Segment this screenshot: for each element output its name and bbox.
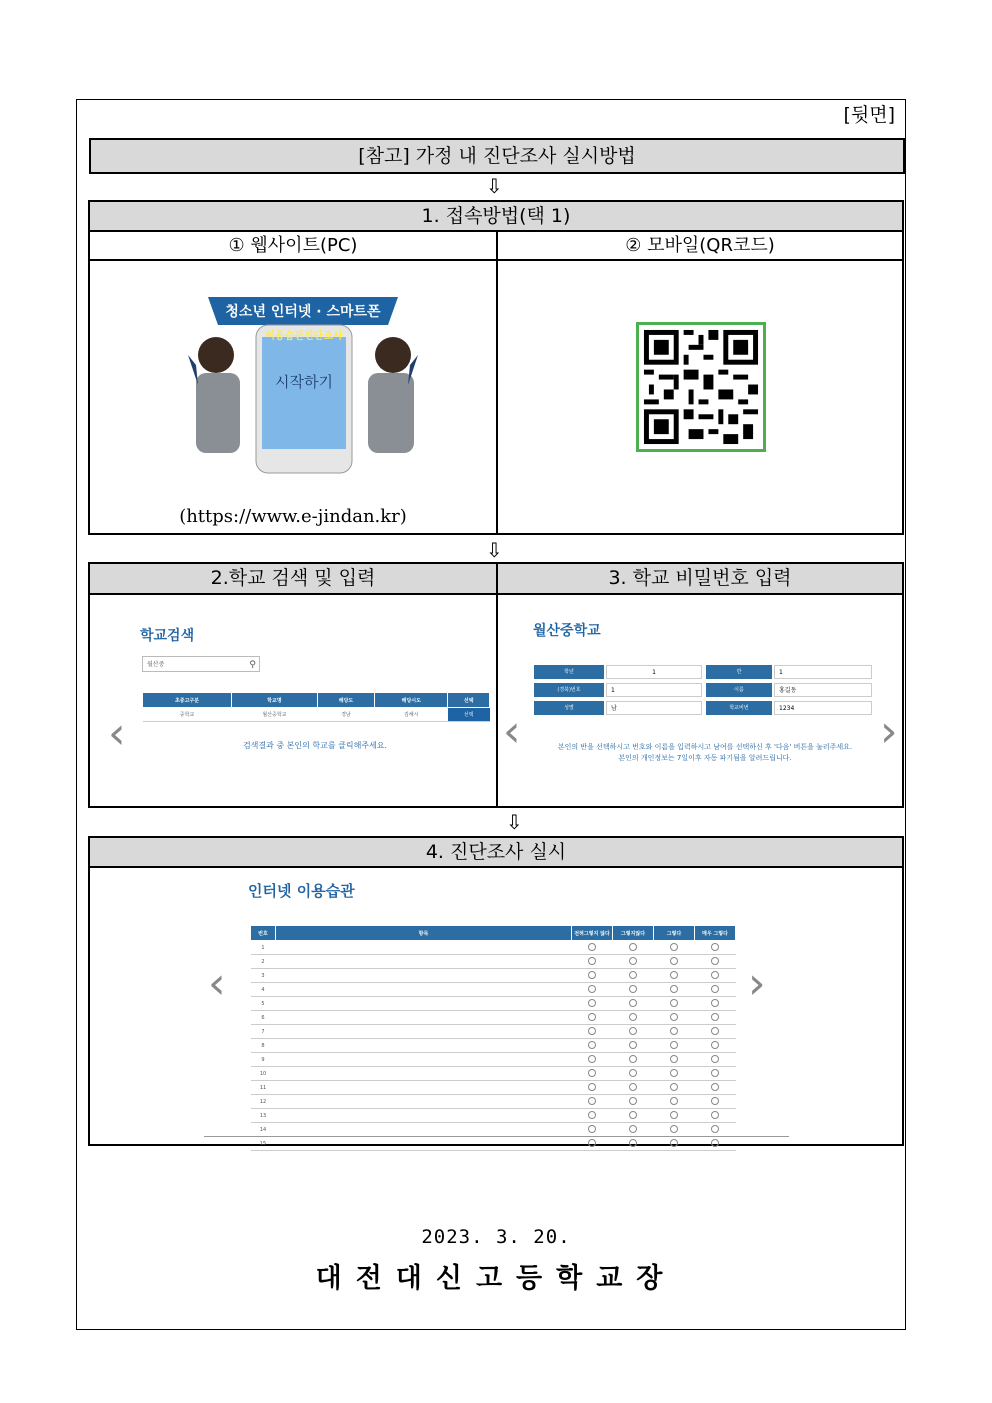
answer-radio-cell <box>654 1095 695 1109</box>
field-label: 이름 <box>706 683 772 697</box>
answer-radio[interactable] <box>588 1055 596 1063</box>
school-name-heading: 월산중학교 <box>533 623 601 639</box>
answer-radio-cell <box>572 955 613 969</box>
principal-signature: 대전대신고등학교장 <box>315 1263 677 1294</box>
section2-title: 2.학교 검색 및 입력 <box>88 562 498 595</box>
answer-radio-cell <box>654 1123 695 1137</box>
answer-radio[interactable] <box>711 1139 719 1147</box>
table-row <box>251 955 736 969</box>
school-result-table <box>142 692 490 722</box>
answer-radio-cell <box>654 997 695 1011</box>
answer-radio-cell <box>572 997 613 1011</box>
answer-radio[interactable] <box>670 999 678 1007</box>
chevron-right-icon[interactable]: › <box>748 958 766 1009</box>
answer-radio-cell <box>613 1123 654 1137</box>
answer-radio[interactable] <box>670 971 678 979</box>
survey-table <box>250 925 736 1151</box>
note-line: 본인의 반을 선택하시고 번호와 이름을 입력하시고 남여를 선택하신 후 '다음' 버튼을 눌러주세요. <box>557 743 853 751</box>
answer-radio[interactable] <box>629 1097 637 1105</box>
answer-radio-cell <box>654 1137 695 1151</box>
answer-radio-cell <box>695 1025 736 1039</box>
row-number: 14 <box>251 1123 276 1137</box>
row-number: 7 <box>251 1025 276 1039</box>
answer-radio-cell <box>572 1109 613 1123</box>
row-item <box>276 1095 572 1109</box>
answer-radio-cell <box>613 1081 654 1095</box>
section4-title: 4. 진단조사 실시 <box>88 836 904 868</box>
answer-radio[interactable] <box>588 1139 596 1147</box>
row-number: 2 <box>251 955 276 969</box>
table-row <box>251 983 736 997</box>
section3-title: 3. 학교 비밀번호 입력 <box>496 562 904 595</box>
row-number: 11 <box>251 1081 276 1095</box>
down-arrow-icon: ⇩ <box>506 810 523 834</box>
answer-radio[interactable] <box>670 957 678 965</box>
answer-radio[interactable] <box>711 1125 719 1133</box>
answer-radio[interactable] <box>629 1055 637 1063</box>
section1-col-mobile: ② 모바일(QR코드) <box>496 230 904 261</box>
answer-radio[interactable] <box>711 1013 719 1021</box>
answer-radio-cell <box>613 941 654 955</box>
search-icon[interactable]: ⚲ <box>249 660 256 670</box>
answer-radio[interactable] <box>588 1111 596 1119</box>
answer-radio[interactable] <box>629 971 637 979</box>
answer-radio-cell <box>572 1081 613 1095</box>
answer-radio-cell <box>572 941 613 955</box>
answer-radio[interactable] <box>629 1013 637 1021</box>
table-header-row <box>143 693 490 708</box>
answer-radio-cell <box>695 983 736 997</box>
table-header: 항목 <box>276 926 572 941</box>
answer-radio[interactable] <box>629 1041 637 1049</box>
grade-select[interactable]: 1 <box>606 665 702 679</box>
field-label: 학년 <box>534 665 604 679</box>
answer-radio[interactable] <box>711 1055 719 1063</box>
table-row <box>251 1039 736 1053</box>
banner-line2: 이용습관진단조사 <box>265 331 343 342</box>
page-title: [참고] 가정 내 진단조사 실시방법 <box>89 138 905 174</box>
table-row <box>251 1109 736 1123</box>
answer-radio[interactable] <box>711 1041 719 1049</box>
answer-radio-cell <box>695 1137 736 1151</box>
answer-radio-cell <box>695 955 736 969</box>
answer-radio[interactable] <box>711 999 719 1007</box>
answer-radio[interactable] <box>588 1125 596 1133</box>
answer-radio[interactable] <box>670 985 678 993</box>
answer-radio[interactable] <box>588 1027 596 1035</box>
school-password-input[interactable]: 1234 <box>774 701 872 715</box>
row-number: 3 <box>251 969 276 983</box>
answer-radio-cell <box>572 969 613 983</box>
answer-radio[interactable] <box>629 999 637 1007</box>
table-row[interactable] <box>143 708 490 722</box>
answer-radio-cell <box>613 1109 654 1123</box>
table-header: 선택 <box>448 693 490 708</box>
answer-radio[interactable] <box>711 957 719 965</box>
answer-radio[interactable] <box>711 943 719 951</box>
down-arrow-icon: ⇩ <box>486 174 503 198</box>
answer-radio[interactable] <box>670 1097 678 1105</box>
down-arrow-icon: ⇩ <box>486 538 503 562</box>
answer-radio-cell <box>613 1053 654 1067</box>
row-number: 8 <box>251 1039 276 1053</box>
answer-radio-cell <box>613 983 654 997</box>
answer-radio[interactable] <box>670 1111 678 1119</box>
answer-radio[interactable] <box>670 1139 678 1147</box>
banner-start: 시작하기 <box>275 373 333 391</box>
chevron-left-icon[interactable]: ‹ <box>208 958 226 1009</box>
field-label: 성별 <box>534 701 604 715</box>
table-row <box>251 941 736 955</box>
answer-radio-cell <box>695 1053 736 1067</box>
answer-radio-cell <box>572 983 613 997</box>
row-number: 6 <box>251 1011 276 1025</box>
answer-radio-cell <box>695 1095 736 1109</box>
gender-select[interactable]: 남 <box>606 701 702 715</box>
answer-radio[interactable] <box>629 1069 637 1077</box>
row-item <box>276 1067 572 1081</box>
chevron-right-icon[interactable]: › <box>880 706 898 757</box>
answer-radio-cell <box>613 1137 654 1151</box>
answer-radio[interactable] <box>670 1055 678 1063</box>
student-info-note <box>520 742 890 764</box>
answer-radio-cell <box>654 1053 695 1067</box>
row-item <box>276 941 572 955</box>
answer-radio[interactable] <box>629 1139 637 1147</box>
answer-radio[interactable] <box>711 1069 719 1077</box>
answer-radio[interactable] <box>629 985 637 993</box>
chevron-left-icon[interactable]: ‹ <box>108 708 126 759</box>
select-button[interactable]: 선택 <box>448 708 490 722</box>
answer-radio[interactable] <box>670 1069 678 1077</box>
internet-habit-heading: 인터넷 이용습관 <box>248 882 355 900</box>
row-number: 12 <box>251 1095 276 1109</box>
survey-rows <box>251 941 736 1151</box>
answer-radio[interactable] <box>588 1097 596 1105</box>
answer-radio-cell <box>613 1095 654 1109</box>
row-item <box>276 1123 572 1137</box>
qr-code-graphic <box>639 325 763 449</box>
answer-radio[interactable] <box>629 957 637 965</box>
answer-radio[interactable] <box>629 943 637 951</box>
row-number: 9 <box>251 1053 276 1067</box>
school-search-heading: 학교검색 <box>140 628 195 644</box>
answer-radio-cell <box>695 1123 736 1137</box>
answer-radio[interactable] <box>588 1083 596 1091</box>
answer-radio[interactable] <box>711 1083 719 1091</box>
answer-radio[interactable] <box>588 1069 596 1077</box>
answer-radio[interactable] <box>711 1027 719 1035</box>
answer-radio-cell <box>695 1109 736 1123</box>
section1-col-website: ① 웹사이트(PC) <box>88 230 498 261</box>
answer-radio[interactable] <box>670 943 678 951</box>
answer-radio[interactable] <box>588 971 596 979</box>
table-header: 해당시도 <box>375 693 448 708</box>
answer-radio[interactable] <box>711 1111 719 1119</box>
back-side-label: [뒷면] <box>843 104 895 126</box>
answer-radio[interactable] <box>670 1013 678 1021</box>
row-item <box>276 1053 572 1067</box>
answer-radio[interactable] <box>670 1083 678 1091</box>
answer-radio-cell <box>572 1011 613 1025</box>
table-header: 그렇다 <box>654 926 695 941</box>
table-row <box>251 1137 736 1151</box>
answer-radio[interactable] <box>588 1041 596 1049</box>
answer-radio-cell <box>572 1053 613 1067</box>
row-item <box>276 1109 572 1123</box>
answer-radio[interactable] <box>588 1013 596 1021</box>
field-label: 학교비번 <box>706 701 772 715</box>
section1-title: 1. 접속방법(택 1) <box>88 200 904 232</box>
answer-radio[interactable] <box>711 971 719 979</box>
row-item <box>276 1081 572 1095</box>
table-row <box>251 969 736 983</box>
answer-radio-cell <box>613 997 654 1011</box>
answer-radio-cell <box>654 1025 695 1039</box>
answer-radio-cell <box>613 1011 654 1025</box>
answer-radio-cell <box>572 1025 613 1039</box>
answer-radio-cell <box>654 1039 695 1053</box>
answer-radio-cell <box>572 1123 613 1137</box>
answer-radio-cell <box>695 969 736 983</box>
answer-radio-cell <box>654 941 695 955</box>
divider <box>204 1136 789 1137</box>
answer-radio[interactable] <box>629 1083 637 1091</box>
answer-radio-cell <box>695 997 736 1011</box>
answer-radio-cell <box>695 1011 736 1025</box>
chevron-left-icon[interactable]: ‹ <box>503 706 521 757</box>
answer-radio-cell <box>695 941 736 955</box>
answer-radio-cell <box>695 1067 736 1081</box>
answer-radio-cell <box>695 1081 736 1095</box>
website-url: (https://www.e-jindan.kr) <box>179 506 407 527</box>
answer-radio-cell <box>572 1095 613 1109</box>
note-line: 본인의 개인정보는 7일이후 자동 파기됨을 알려드립니다. <box>618 754 792 762</box>
school-search-value: 월산중 <box>147 661 165 668</box>
answer-radio[interactable] <box>711 1097 719 1105</box>
answer-radio-cell <box>654 1109 695 1123</box>
row-item <box>276 1025 572 1039</box>
table-header: 그렇지않다 <box>613 926 654 941</box>
answer-radio-cell <box>654 1011 695 1025</box>
table-header-row <box>251 926 736 941</box>
table-row <box>251 1011 736 1025</box>
row-item <box>276 1137 572 1151</box>
answer-radio-cell <box>654 969 695 983</box>
table-cell: 중학교 <box>143 708 232 722</box>
qr-code <box>636 322 766 452</box>
student-info-form <box>534 665 874 715</box>
answer-radio-cell <box>613 1025 654 1039</box>
answer-radio-cell <box>654 955 695 969</box>
answer-radio-cell <box>572 1039 613 1053</box>
answer-radio-cell <box>613 1039 654 1053</box>
row-item <box>276 1039 572 1053</box>
table-row <box>251 1053 736 1067</box>
row-number: 10 <box>251 1067 276 1081</box>
field-label: (경북)번호 <box>534 683 604 697</box>
answer-radio[interactable] <box>588 999 596 1007</box>
answer-radio[interactable] <box>588 957 596 965</box>
school-search-hint: 검색결과 중 본인의 학교를 클릭해주세요. <box>242 741 388 750</box>
table-row <box>251 1067 736 1081</box>
table-header: 전혀그렇지 않다 <box>572 926 613 941</box>
answer-radio-cell <box>654 1081 695 1095</box>
answer-radio[interactable] <box>629 1027 637 1035</box>
answer-radio-cell <box>654 1067 695 1081</box>
class-select[interactable]: 1 <box>774 665 872 679</box>
table-cell: 경남 <box>317 708 374 722</box>
row-item <box>276 969 572 983</box>
field-label: 반 <box>706 665 772 679</box>
row-number: 4 <box>251 983 276 997</box>
table-cell: 월산중학교 <box>232 708 318 722</box>
table-row <box>251 1025 736 1039</box>
answer-radio-cell <box>613 955 654 969</box>
table-header: 해당도 <box>317 693 374 708</box>
table-header: 번호 <box>251 926 276 941</box>
answer-radio[interactable] <box>670 1041 678 1049</box>
school-search-input[interactable] <box>142 656 260 672</box>
answer-radio-cell <box>695 1039 736 1053</box>
answer-radio[interactable] <box>670 1027 678 1035</box>
answer-radio[interactable] <box>711 985 719 993</box>
row-item <box>276 997 572 1011</box>
row-item <box>276 983 572 997</box>
answer-radio[interactable] <box>588 943 596 951</box>
table-header: 학교명 <box>232 693 318 708</box>
row-item <box>276 1011 572 1025</box>
answer-radio[interactable] <box>629 1111 637 1119</box>
row-item <box>276 955 572 969</box>
answer-radio-cell <box>572 1067 613 1081</box>
banner-line1: 청소년 인터넷 · 스마트폰 <box>225 304 381 320</box>
answer-radio-cell <box>613 969 654 983</box>
answer-radio-cell <box>613 1067 654 1081</box>
table-row <box>251 1123 736 1137</box>
table-row <box>251 1081 736 1095</box>
name-input[interactable]: 홍길동 <box>774 683 872 697</box>
document-date: 2023. 3. 20. <box>421 1226 571 1248</box>
row-number: 13 <box>251 1109 276 1123</box>
answer-radio[interactable] <box>670 1125 678 1133</box>
answer-radio-cell <box>654 983 695 997</box>
table-cell: 김해시 <box>375 708 448 722</box>
row-number: 15 <box>251 1137 276 1151</box>
number-select[interactable]: 1 <box>606 683 702 697</box>
row-number: 1 <box>251 941 276 955</box>
answer-radio[interactable] <box>629 1125 637 1133</box>
table-header: 매우 그렇다 <box>695 926 736 941</box>
row-number: 5 <box>251 997 276 1011</box>
table-row <box>251 1095 736 1109</box>
answer-radio-cell <box>572 1137 613 1151</box>
table-row <box>251 997 736 1011</box>
answer-radio[interactable] <box>588 985 596 993</box>
table-header: 초중고구분 <box>143 693 232 708</box>
survey-banner <box>188 285 418 475</box>
